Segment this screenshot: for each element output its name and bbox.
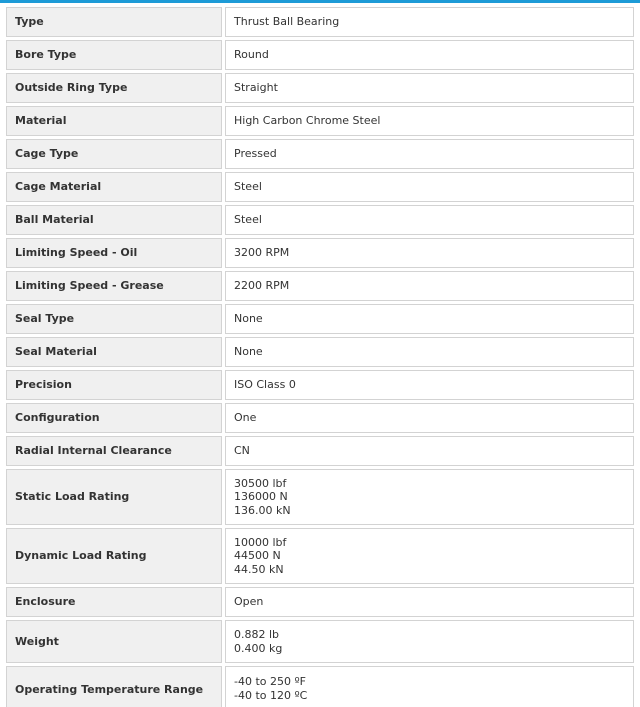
spec-row <box>6 337 634 367</box>
spec-value <box>225 7 634 37</box>
spec-value <box>225 40 634 70</box>
spec-row <box>6 403 634 433</box>
spec-value-line: 30500 lbf <box>234 476 287 490</box>
spec-value <box>225 587 634 617</box>
spec-value-line: 44.50 kN <box>234 562 284 576</box>
spec-value-line: 44500 N <box>234 549 281 563</box>
spec-label: Enclosure <box>6 587 222 617</box>
spec-value-line: High Carbon Chrome Steel <box>234 114 381 128</box>
accent-bar <box>0 0 640 3</box>
spec-row <box>6 436 634 466</box>
spec-row <box>6 304 634 334</box>
spec-row <box>6 238 634 268</box>
spec-value-line: 3200 RPM <box>234 246 290 260</box>
spec-row <box>6 370 634 400</box>
spec-value-line: None <box>234 345 263 359</box>
spec-value-line: Pressed <box>234 147 277 161</box>
spec-row <box>6 139 634 169</box>
spec-value <box>225 304 634 334</box>
spec-row <box>6 469 634 525</box>
spec-label: Dynamic Load Rating <box>6 528 222 584</box>
spec-value <box>225 106 634 136</box>
spec-label: Cage Type <box>6 139 222 169</box>
specifications-table <box>3 4 637 707</box>
spec-value <box>225 172 634 202</box>
spec-value <box>225 469 634 525</box>
spec-label: Operating Temperature Range <box>6 666 222 707</box>
spec-value-line: -40 to 250 ºF <box>234 675 307 688</box>
spec-value-line: Open <box>234 595 264 609</box>
spec-label: Configuration <box>6 403 222 433</box>
spec-row <box>6 205 634 235</box>
spec-row <box>6 73 634 103</box>
spec-label: Static Load Rating <box>6 469 222 525</box>
spec-value <box>225 238 634 268</box>
spec-label: Precision <box>6 370 222 400</box>
spec-value <box>225 337 634 367</box>
spec-value-line: 0.400 kg <box>234 641 283 655</box>
spec-value-line: CN <box>234 444 250 458</box>
spec-value-line: Steel <box>234 180 262 194</box>
spec-value <box>225 436 634 466</box>
spec-label: Ball Material <box>6 205 222 235</box>
spec-value-line: One <box>234 411 257 425</box>
spec-label: Outside Ring Type <box>6 73 222 103</box>
spec-row <box>6 666 634 707</box>
spec-row <box>6 40 634 70</box>
spec-value-line: 136.00 kN <box>234 503 291 517</box>
spec-value-line: Thrust Ball Bearing <box>234 15 340 29</box>
spec-label: Seal Type <box>6 304 222 334</box>
spec-value <box>225 666 634 707</box>
spec-value <box>225 403 634 433</box>
spec-label: Seal Material <box>6 337 222 367</box>
spec-value-line: 136000 N <box>234 490 288 504</box>
spec-row <box>6 7 634 37</box>
spec-value-line: 0.882 lb <box>234 628 280 641</box>
spec-label: Type <box>6 7 222 37</box>
spec-row <box>6 106 634 136</box>
spec-row <box>6 271 634 301</box>
spec-value-line: -40 to 120 ºC <box>234 688 308 702</box>
spec-label: Bore Type <box>6 40 222 70</box>
spec-value-line: ISO Class 0 <box>234 378 296 392</box>
spec-label: Weight <box>6 620 222 663</box>
spec-value-line: Round <box>234 48 269 62</box>
spec-value <box>225 139 634 169</box>
spec-value-line: None <box>234 312 263 326</box>
spec-row <box>6 587 634 617</box>
spec-value-line: Steel <box>234 213 262 227</box>
spec-value-line: 2200 RPM <box>234 279 290 293</box>
specifications-table-body <box>6 7 634 707</box>
spec-value <box>225 271 634 301</box>
spec-value <box>225 370 634 400</box>
spec-value <box>225 205 634 235</box>
spec-label: Material <box>6 106 222 136</box>
spec-label: Limiting Speed - Grease <box>6 271 222 301</box>
spec-value <box>225 620 634 663</box>
spec-value-line: 10000 lbf <box>234 535 287 549</box>
spec-value <box>225 73 634 103</box>
spec-row <box>6 528 634 584</box>
spec-row <box>6 172 634 202</box>
spec-row <box>6 620 634 663</box>
spec-value <box>225 528 634 584</box>
spec-value-line: Straight <box>234 81 278 95</box>
spec-label: Cage Material <box>6 172 222 202</box>
spec-label: Limiting Speed - Oil <box>6 238 222 268</box>
spec-label: Radial Internal Clearance <box>6 436 222 466</box>
